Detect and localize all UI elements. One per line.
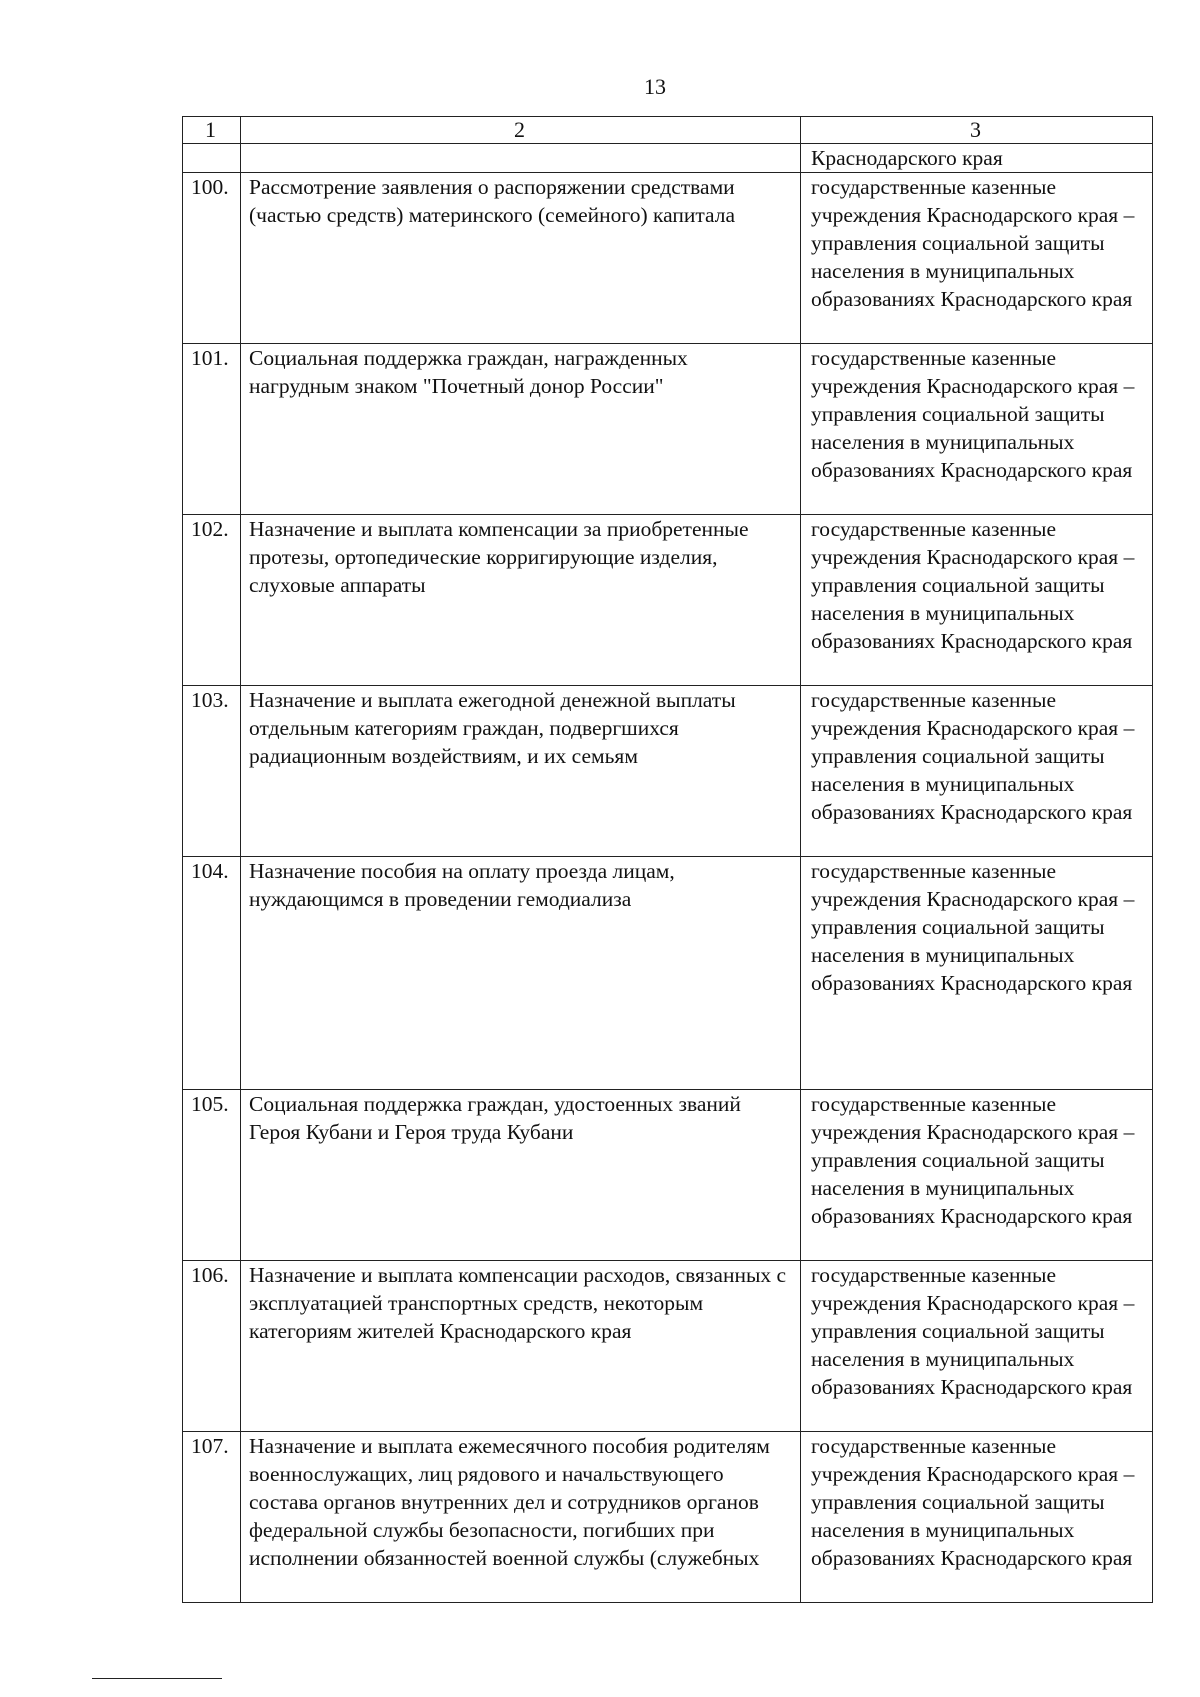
row-number: 100. <box>183 173 241 344</box>
table-row <box>183 1432 1153 1603</box>
column-header-2: 2 <box>241 117 801 144</box>
page-number: 13 <box>644 74 666 99</box>
responsible-org: государственные казенные учреждения Краснодарского края – управления социальной защиты населения в муниципальных образованиях Краснодарского края <box>801 1261 1153 1432</box>
row-number: 101. <box>183 344 241 515</box>
continuation-service-cell <box>241 144 801 173</box>
service-name: Социальная поддержка граждан, удостоенных званий Героя Кубани и Героя труда Кубани <box>241 1090 801 1261</box>
table-row <box>183 344 1153 515</box>
responsible-org: государственные казенные учреждения Краснодарского края – управления социальной защиты населения в муниципальных образованиях Краснодарского края <box>801 515 1153 686</box>
services-table <box>182 116 1153 1603</box>
row-number: 103. <box>183 686 241 857</box>
service-name: Назначение пособия на оплату проезда лицам, нуждающимся в проведении гемодиализа <box>241 857 801 1090</box>
table-row <box>183 686 1153 857</box>
responsible-org: государственные казенные учреждения Краснодарского края – управления социальной защиты населения в муниципальных образованиях Краснодарского края <box>801 686 1153 857</box>
row-number: 106. <box>183 1261 241 1432</box>
responsible-org: государственные казенные учреждения Краснодарского края – управления социальной защиты населения в муниципальных образованиях Краснодарского края <box>801 1090 1153 1261</box>
column-header-1: 1 <box>183 117 241 144</box>
service-name: Назначение и выплата ежегодной денежной выплаты отдельным категориям граждан, подвергшихся радиационным воздействиям, и их семьям <box>241 686 801 857</box>
row-number: 105. <box>183 1090 241 1261</box>
service-name: Рассмотрение заявления о распоряжении средствами (частью средств) материнского (семейного) капитала <box>241 173 801 344</box>
service-name: Назначение и выплата ежемесячного пособия родителям военнослужащих, лиц рядового и начальствующего состава органов внутренних дел и сотрудников органов федеральной службы безопасности, погибших при исполнении обязанностей военной службы (служебных <box>241 1432 801 1603</box>
continuation-num-cell <box>183 144 241 173</box>
table-row <box>183 1090 1153 1261</box>
table-row <box>183 1261 1153 1432</box>
footnote-divider <box>92 1678 222 1679</box>
table-row <box>183 857 1153 1090</box>
continuation-org-cell: Краснодарского края <box>801 144 1153 173</box>
table-row <box>183 173 1153 344</box>
row-number: 107. <box>183 1432 241 1603</box>
continuation-row <box>183 144 1153 173</box>
column-header-3: 3 <box>801 117 1153 144</box>
responsible-org: государственные казенные учреждения Краснодарского края – управления социальной защиты населения в муниципальных образованиях Краснодарского края <box>801 857 1153 1090</box>
service-name: Социальная поддержка граждан, награжденных нагрудным знаком "Почетный донор России" <box>241 344 801 515</box>
service-name: Назначение и выплата компенсации расходов, связанных с эксплуатацией транспортных средств, некоторым категориям жителей Краснодарского края <box>241 1261 801 1432</box>
table-row <box>183 515 1153 686</box>
responsible-org: государственные казенные учреждения Краснодарского края – управления социальной защиты населения в муниципальных образованиях Краснодарского края <box>801 173 1153 344</box>
service-name: Назначение и выплата компенсации за приобретенные протезы, ортопедические корригирующие изделия, слуховые аппараты <box>241 515 801 686</box>
row-number: 102. <box>183 515 241 686</box>
responsible-org: государственные казенные учреждения Краснодарского края – управления социальной защиты населения в муниципальных образованиях Краснодарского края <box>801 344 1153 515</box>
responsible-org: государственные казенные учреждения Краснодарского края – управления социальной защиты населения в муниципальных образованиях Краснодарского края <box>801 1432 1153 1603</box>
row-number: 104. <box>183 857 241 1090</box>
table-header-row <box>183 117 1153 144</box>
